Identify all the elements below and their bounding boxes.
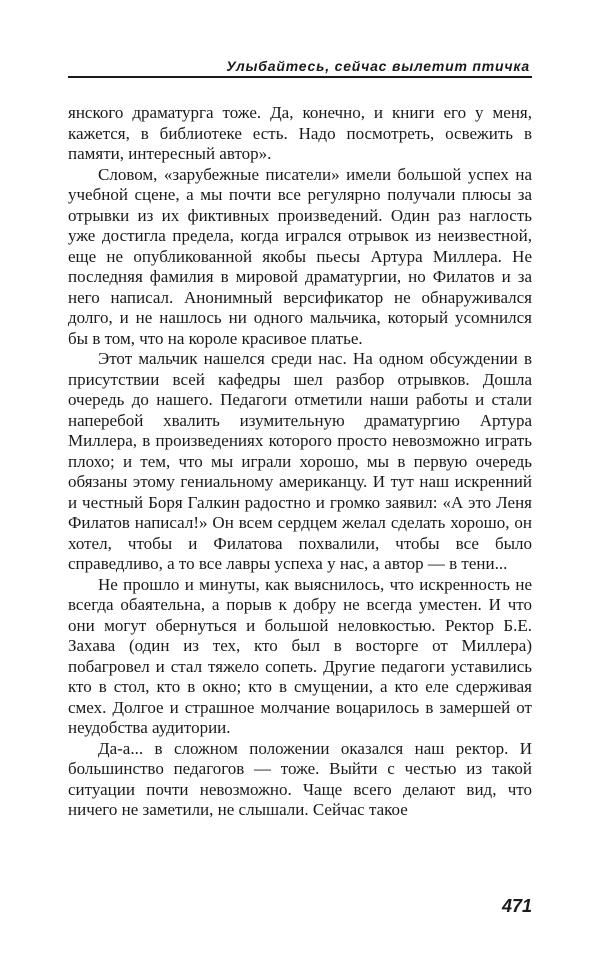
paragraph: Этот мальчик нашелся среди нас. На одном обсуждении в присутствии всей кафедры шел разбор отрывков. Дошла очередь до нашего. Педагоги отметили наши работы и стали наперебой хвалить изумительную драматургию Артура Миллера, в произведениях которого просто невозможно играть плохо; и тем, что мы играли хорошо, мы в первую очередь обязаны этому гениальному американцу. И тут наш искренний и честный Боря Галкин радостно и громко заявил: «А это Леня Филатов написал!» Он всем сердцем желал сделать хорошо, он хотел, чтобы и Филатова похвалили, чтобы все было справедливо, а то все лавры успеха у нас, а автор — в тени... (68, 349, 532, 573)
paragraph: Словом, «зарубежные писатели» имели большой успех на учебной сцене, а мы почти все регулярно получали плюсы за отрывки из их фиктивных произведений. Один раз наглость уже достигла предела, когда игрался отрывок из неизвестной, еще не опубликованной якобы пьесы Артура Миллера. Не последняя фамилия в мировой драматургии, но Филатов и за него написал. Анонимный версификатор не обнаруживался долго, и не нашлось ни одного мальчика, который усомнился бы в том, что на короле красивое платье. (68, 164, 532, 348)
paragraph: янского драматурга тоже. Да, конечно, и книги его у меня, кажется, в библиотеке есть. Надо посмотреть, освежить в памяти, интересный автор». (68, 103, 532, 163)
running-header (68, 52, 532, 78)
running-title: Улыбайтесь, сейчас вылетит птичка (226, 58, 530, 74)
paragraph: Не прошло и минуты, как выяснилось, что искренность не всегда обаятельна, а порыв к добру не всегда уместен. И что они могут обернуться и большой неловкостью. Ректор Б.Е. Захава (один из тех, кто был в восторге от Миллера) побагровел и стал тяжело сопеть. Другие педагоги уставились кто в стол, кто в окно; кто в смущении, а кто еле сдерживая смех. Долгое и страшное молчание воцарилось в замершей от неудобства аудитории. (68, 574, 532, 737)
paragraph: Да-а... в сложном положении оказался наш ректор. И большинство педагогов — тоже. Выйти с честью из такой ситуации почти невозможно. Чаще всего делают вид, что ничего не заметили, не слышали. Сейчас такое (68, 738, 532, 819)
page-body (68, 103, 532, 821)
page-number: 471 (501, 896, 532, 916)
